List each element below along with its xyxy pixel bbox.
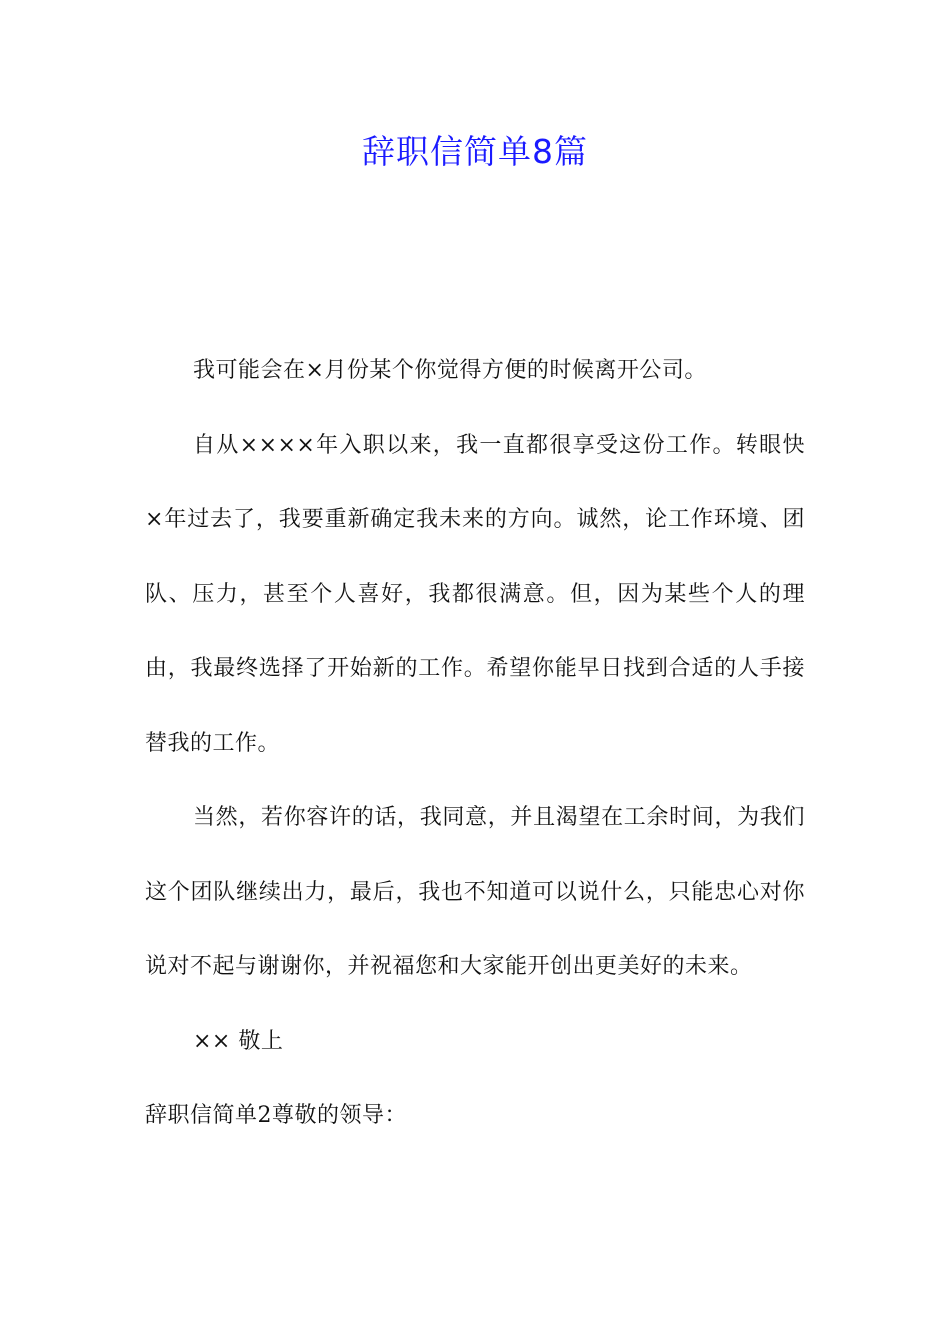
next-letter-heading: 辞职信简单2尊敬的领导： (145, 1103, 407, 1128)
closing-signature: ×× 敬上 (193, 1028, 284, 1054)
document-title: 辞职信简单8篇 (362, 132, 588, 171)
paragraph-3: 当然，若你容许的话，我同意，并且渴望在工余时间，为我们这个团队继续出力，最后，我也不知道可以说什么，只能忠心对你说对不起与谢谢你，并祝福您和大家能开创出更美好的未来。 (145, 805, 805, 979)
document-body (145, 334, 805, 1154)
paragraph-1: 我可能会在×月份某个你觉得方便的时候离开公司。 (193, 358, 707, 383)
paragraph-2: 自从××××年入职以来，我一直都很享受这份工作。转眼快×年过去了，我要重新确定我未来的方向。诚然，论工作环境、团队、压力，甚至个人喜好，我都很满意。但，因为某些个人的理由，我最终选择了开始新的工作。希望你能早日找到合适的人手接替我的工作。 (145, 432, 805, 756)
